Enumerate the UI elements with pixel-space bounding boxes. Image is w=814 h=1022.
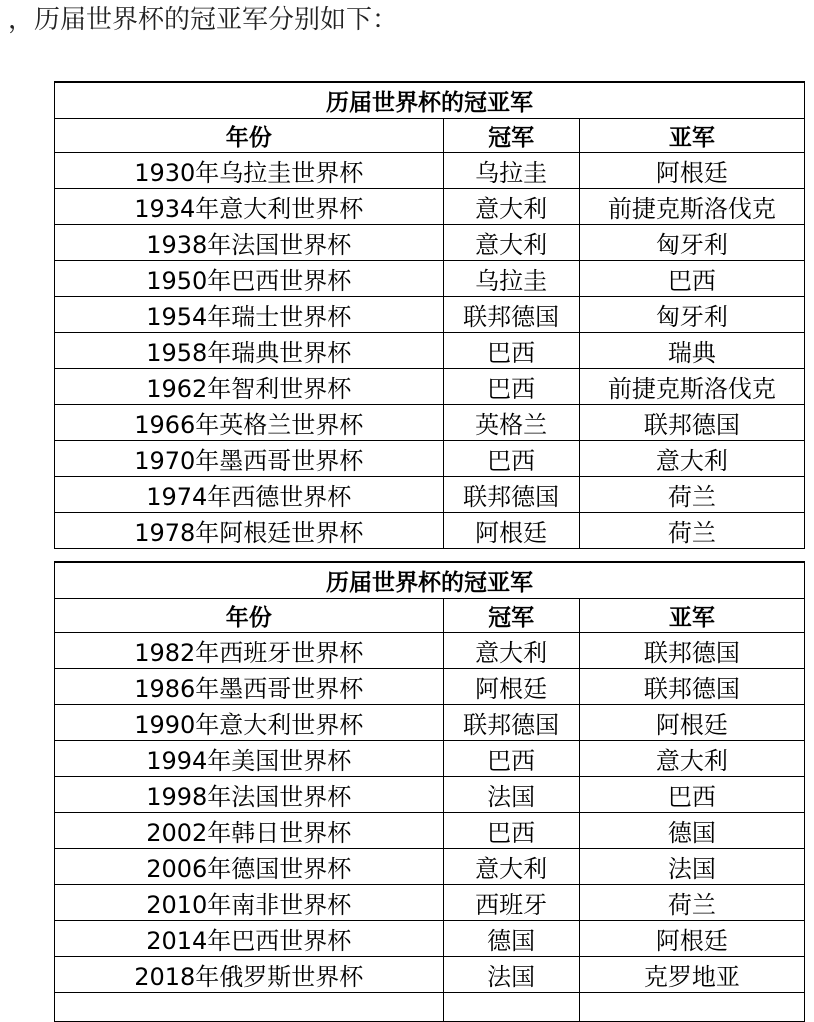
cell-champion: 联邦德国	[443, 297, 579, 333]
cell-year: 1986年墨西哥世界杯	[55, 669, 444, 705]
cell-year: 1978年阿根廷世界杯	[55, 513, 444, 549]
cell-champion: 巴西	[443, 333, 579, 369]
cell-runner-up: 意大利	[579, 441, 804, 477]
cell-champion: 意大利	[443, 849, 579, 885]
table-row	[55, 921, 805, 957]
table-row	[55, 189, 805, 225]
cell-runner-up: 巴西	[579, 261, 804, 297]
cell-year: 2014年巴西世界杯	[55, 921, 444, 957]
cell-champion: 联邦德国	[443, 705, 579, 741]
cell-champion: 法国	[443, 957, 579, 993]
table-row	[55, 741, 805, 777]
cell-year: 1930年乌拉圭世界杯	[55, 153, 444, 189]
cell-runner-up: 荷兰	[579, 885, 804, 921]
table-row	[55, 153, 805, 189]
table-row	[55, 369, 805, 405]
header-year: 年份	[55, 599, 444, 633]
table-row	[55, 477, 805, 513]
cell-runner-up: 瑞典	[579, 333, 804, 369]
table-row	[55, 813, 805, 849]
table-row	[55, 297, 805, 333]
header-champion: 冠军	[443, 599, 579, 633]
table-title: 历届世界杯的冠亚军	[55, 562, 805, 599]
cell-runner-up: 前捷克斯洛伐克	[579, 189, 804, 225]
empty-cell	[55, 993, 444, 1022]
cell-runner-up: 意大利	[579, 741, 804, 777]
table-row	[55, 669, 805, 705]
cell-year: 1974年西德世界杯	[55, 477, 444, 513]
table-row	[55, 885, 805, 921]
table-row	[55, 633, 805, 669]
cell-champion: 西班牙	[443, 885, 579, 921]
empty-cell	[579, 993, 804, 1022]
cell-champion: 巴西	[443, 813, 579, 849]
cell-runner-up: 克罗地亚	[579, 957, 804, 993]
table-body	[55, 153, 805, 549]
cell-year: 2002年韩日世界杯	[55, 813, 444, 849]
cell-champion: 联邦德国	[443, 477, 579, 513]
world-cup-table-2	[54, 561, 805, 1022]
cell-runner-up: 联邦德国	[579, 405, 804, 441]
cell-champion: 英格兰	[443, 405, 579, 441]
table-title: 历届世界杯的冠亚军	[55, 82, 805, 119]
cell-year: 2010年南非世界杯	[55, 885, 444, 921]
table-row	[55, 513, 805, 549]
table-row	[55, 705, 805, 741]
cell-champion: 意大利	[443, 225, 579, 261]
cell-year: 2018年俄罗斯世界杯	[55, 957, 444, 993]
cell-year: 1990年意大利世界杯	[55, 705, 444, 741]
cell-year: 1958年瑞典世界杯	[55, 333, 444, 369]
cell-year: 1998年法国世界杯	[55, 777, 444, 813]
table-row	[55, 225, 805, 261]
cell-champion: 阿根廷	[443, 669, 579, 705]
cell-year: 1950年巴西世界杯	[55, 261, 444, 297]
cell-champion: 阿根廷	[443, 513, 579, 549]
cell-runner-up: 联邦德国	[579, 633, 804, 669]
header-year: 年份	[55, 119, 444, 153]
cell-runner-up: 荷兰	[579, 513, 804, 549]
cell-runner-up: 联邦德国	[579, 669, 804, 705]
cell-year: 2006年德国世界杯	[55, 849, 444, 885]
cell-runner-up: 前捷克斯洛伐克	[579, 369, 804, 405]
table-row	[55, 777, 805, 813]
empty-row	[55, 993, 805, 1022]
header-runner-up: 亚军	[579, 119, 804, 153]
cell-champion: 巴西	[443, 441, 579, 477]
cell-runner-up: 阿根廷	[579, 153, 804, 189]
table-row	[55, 261, 805, 297]
cell-champion: 德国	[443, 921, 579, 957]
table-row	[55, 405, 805, 441]
cell-runner-up: 匈牙利	[579, 297, 804, 333]
cell-runner-up: 德国	[579, 813, 804, 849]
cell-champion: 意大利	[443, 633, 579, 669]
intro-text: ，历届世界杯的冠亚军分别如下：	[8, 5, 399, 35]
table-row	[55, 441, 805, 477]
table-body	[55, 633, 805, 1022]
cell-runner-up: 匈牙利	[579, 225, 804, 261]
table-row	[55, 957, 805, 993]
cell-runner-up: 阿根廷	[579, 921, 804, 957]
table-row	[55, 333, 805, 369]
cell-runner-up: 法国	[579, 849, 804, 885]
cell-champion: 巴西	[443, 369, 579, 405]
cell-runner-up: 荷兰	[579, 477, 804, 513]
table-row	[55, 849, 805, 885]
cell-champion: 法国	[443, 777, 579, 813]
cell-year: 1982年西班牙世界杯	[55, 633, 444, 669]
cell-champion: 巴西	[443, 741, 579, 777]
cell-year: 1994年美国世界杯	[55, 741, 444, 777]
header-champion: 冠军	[443, 119, 579, 153]
cell-runner-up: 巴西	[579, 777, 804, 813]
cell-year: 1954年瑞士世界杯	[55, 297, 444, 333]
cell-runner-up: 阿根廷	[579, 705, 804, 741]
cell-champion: 意大利	[443, 189, 579, 225]
cell-year: 1970年墨西哥世界杯	[55, 441, 444, 477]
cell-year: 1934年意大利世界杯	[55, 189, 444, 225]
world-cup-table-1	[54, 81, 805, 549]
cell-champion: 乌拉圭	[443, 153, 579, 189]
cell-year: 1966年英格兰世界杯	[55, 405, 444, 441]
cell-champion: 乌拉圭	[443, 261, 579, 297]
header-runner-up: 亚军	[579, 599, 804, 633]
cell-year: 1962年智利世界杯	[55, 369, 444, 405]
cell-year: 1938年法国世界杯	[55, 225, 444, 261]
empty-cell	[443, 993, 579, 1022]
